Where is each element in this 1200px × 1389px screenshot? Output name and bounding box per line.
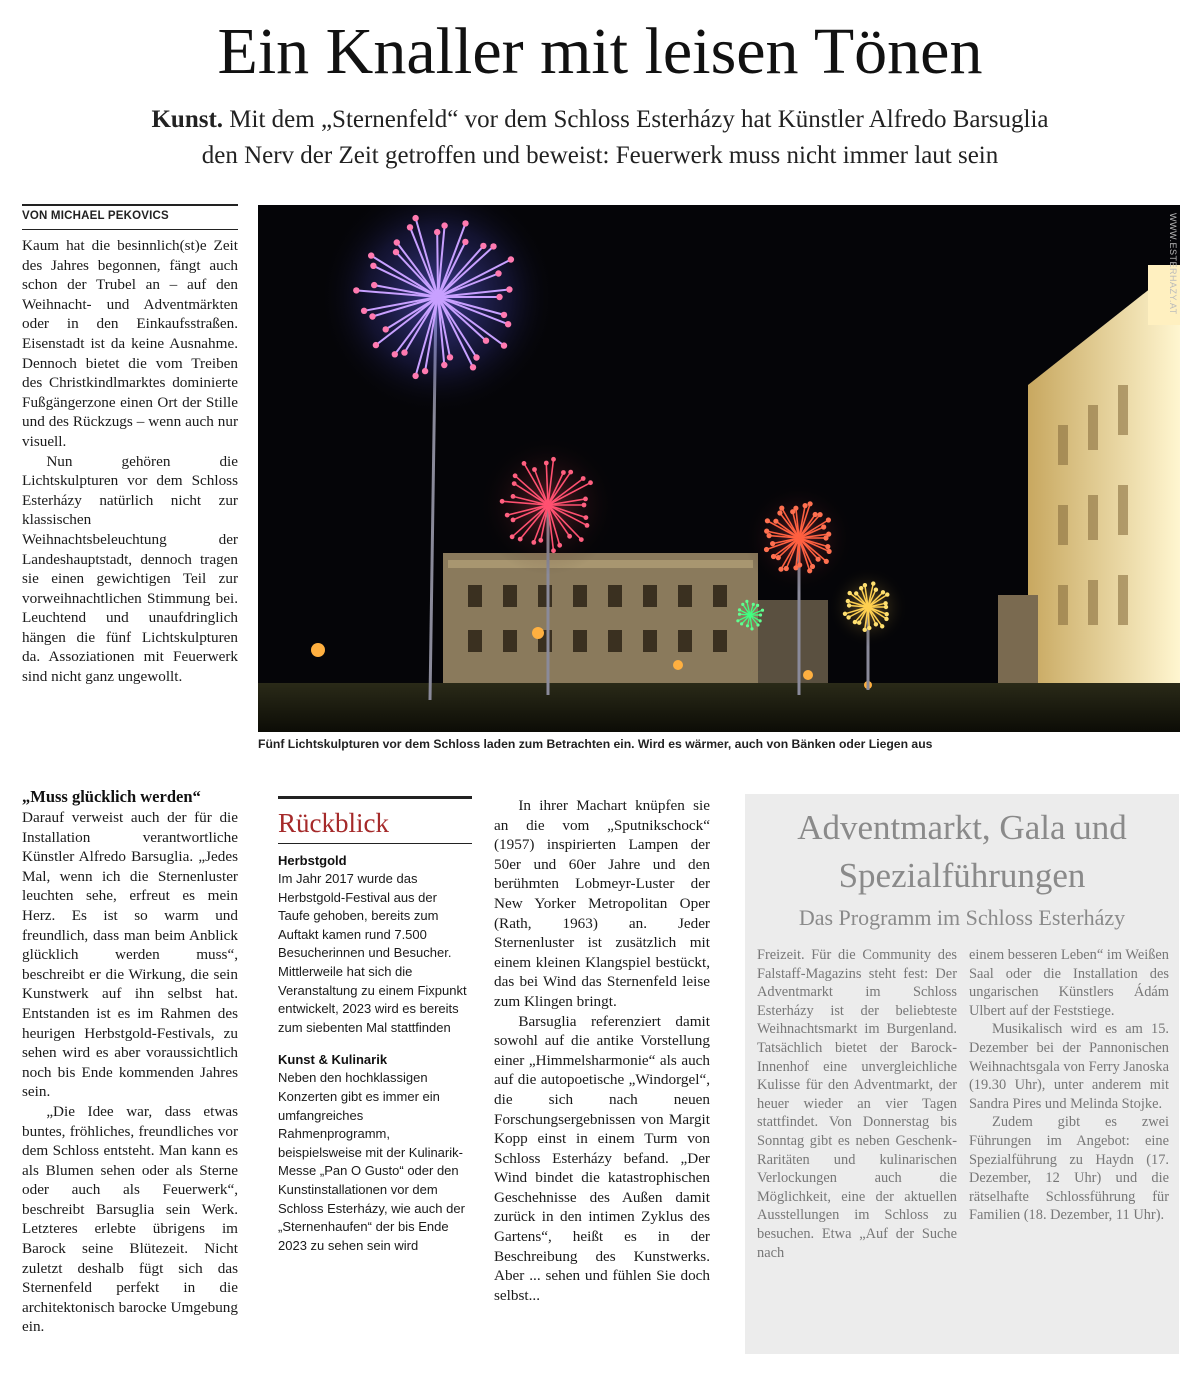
byline-rule	[22, 204, 238, 206]
info-box	[745, 794, 1179, 1354]
sidebar-rule	[278, 796, 472, 799]
rueckblick-sidebar	[278, 796, 472, 1269]
photo-illustration	[258, 205, 1180, 732]
night-photo-light-sculptures	[258, 205, 1180, 732]
info-box-title-line-1: Adventmarkt, Gala und	[797, 808, 1127, 847]
sidebar-rule	[278, 843, 472, 844]
subheadline	[60, 102, 1140, 174]
article-subheading: „Muss glücklich werden“	[22, 787, 201, 806]
info-box-paragraph: Freizeit. Für die Community des Falstaff-Magazins steht fest: Der Adventmarkt im Schloss Esterházy ist der beliebteste Weihnachtsmarkt im Burgenland. Tatsächlich bietet der Barock-Innenhof eine unvergleichliche Kulisse für den Adventmarkt, der heuer wieder an vier Tagen stattfindet. Von Donnerstag bis Sonntag gibt es neben Geschenk-Raritäten und kulinarischen Verlockungen auch die Möglichkeit, eine der aktuellen Ausstellungen im Schloss zu besuchen. Etwa „Auf der Suche nach	[757, 947, 957, 1261]
subheadline-line-1: Mit dem „Sternenfeld“ vor dem Schloss Esterházy hat Künstler Alfredo Barsuglia	[229, 106, 1049, 133]
byline: VON MICHAEL PEKOVICS	[22, 210, 169, 222]
info-box-paragraph: Zudem gibt es zwei Führungen im Angebot: eine Spezialführung zu Haydn (17. Dezember, 12 Uhr) und die rätselhafte Schlossführung für Familien (18. Dezember, 11 Uhr).	[969, 1114, 1169, 1224]
info-box-subtitle: Das Programm im Schloss Esterházy	[798, 905, 1126, 930]
orange-light-sculpture	[744, 483, 854, 593]
article-paragraph: Kaum hat die besinnlich(st)e Zeit des Jahres begonnen, fängt auch schon der Trubel an – auf den Weihnacht- und Adventmärkten oder in den Einkaufsstraßen. Eisenstadt ist da keine Ausnahme. Dennoch bietet die vom Treiben des Christkindlmarktes dominierte Fußgängerzone einen Ort der Stille und des Rückzugs – wenn auch nur visuell.	[22, 237, 238, 450]
article-column-3	[494, 796, 710, 1305]
article-paragraph: „Die Idee war, dass etwas buntes, fröhliches, freundliches vor dem Schloss entsteht. Man kann es als Blumen sehen oder als Sterne oder auch als Feuerwerk“, beschreibt Barsuglia sein Werk. Letzteres erlebte übrigens im Barock seine Blütezeit. Nicht zuletzt deshalb fügt sich das Sternenfeld perfekt in die architektonisch barocke Umgebung ein.	[22, 1102, 238, 1336]
info-box-title-line-2: Spezialführungen	[838, 856, 1086, 895]
photo-credit: WWW.ESTERHAZY.AT	[1168, 213, 1178, 315]
photo-caption: Fünf Lichtskulpturen vor dem Schloss laden zum Betrachten ein. Wird es wärmer, auch von Bänken oder Liegen aus	[258, 737, 933, 751]
yellow-light-sculpture	[828, 567, 908, 647]
lawn	[258, 683, 1180, 732]
headline: Ein Knaller mit leisen Tönen	[217, 15, 983, 88]
article-paragraph: In ihrer Machart knüpfen sie an die vom „Sputnikschock“ (1957) inspirierten Lampen der 50er und 60er Jahre und den berühmten Lobmeyr-Luster der New Yorker Metropolitan Oper (Rath, 1963) an. Jeder Sternenluster ist zusätzlich mit einem kleinen Klangspiel bestückt, das bei Wind das Sternenfeld leise zum Klingen bringt.	[494, 797, 710, 1010]
info-box-paragraph: Musikalisch wird es am 15. Dezember bei der Pannonischen Weihnachtsgala von Ferry Janoska (19.30 Uhr), unter anderem mit Sandra Pires und Melinda Stojke.	[969, 1021, 1169, 1112]
red-light-sculpture	[478, 435, 618, 575]
sidebar-text: Im Jahr 2017 wurde das Herbstgold-Festival aus der Taufe gehoben, bereits zum Auftakt kamen rund 7.500 Besucherinnen und Besucher. Mittlerweile hat sich die Veranstaltung zu einem Fixpunkt entwickelt, 2023 wird es bereits zum siebenten Mal stattfinden	[278, 871, 467, 1035]
article-column-1-top	[22, 236, 238, 687]
byline-rule	[22, 229, 238, 230]
article-column-1-bottom	[22, 786, 238, 1337]
sidebar-text: Neben den hochklassigen Konzerten gibt es immer ein umfangreiches Rahmenprogramm, beispielsweise mit der Kulinarik-Messe „Pan O Gusto“ oder den Kunstinstallationen vor dem Schloss Esterházy, wie auch der „Sternenhaufen“ der bis Ende 2023 zu sehen sein wird	[278, 1070, 465, 1253]
sidebar-heading: Kunst & Kulinarik	[278, 1052, 388, 1068]
info-box-title	[745, 804, 1179, 900]
sidebar-heading: Herbstgold	[278, 853, 347, 868]
kicker: Kunst.	[151, 106, 224, 133]
article-paragraph: Darauf verweist auch der für die Installation verantwortliche Künstler Alfredo Barsuglia. „Jedes Mal, wenn ich die Sternenluster leuchten sehe, erfreut es mein Herz. Es ist so warm und freundlich, dass man beim Anblick glücklich werden muss“, beschreibt er die Wirkung, die sein Kunstwerk auf ihn selbst hat. Entstanden ist es im Rahmen des heurigen Herbstgold-Festivals, zu sehen wird es aber voraussichtlich noch bis Ende kommenden Jahres sein.	[22, 809, 238, 1101]
info-box-paragraph: einem besseren Leben“ im Weißen Saal oder die Installation des ungarischen Künstlers Ádám Ulbert auf der Feststiege.	[969, 947, 1169, 1019]
info-box-column-2	[969, 946, 1169, 1225]
article-paragraph: Nun gehören die Lichtskulpturen vor dem Schloss Esterházy natürlich nicht zur klassischen Weihnachtsbeleuchtung der Landeshauptstadt, dennoch tragen sie einen gewichtigen Teil zur vorweihnachtlichen Stimmung bei. Leuchtend und unaufdringlich hängen die fünf Lichtskulpturen da. Assoziationen mit Feuerwerk sind nicht ganz ungewollt.	[22, 452, 238, 686]
subheadline-line-2: den Nerv der Zeit getroffen und beweist: Feuerwerk muss nicht immer laut sein	[201, 142, 999, 169]
article-paragraph: Barsuglia referenziert damit sowohl auf die antike Vorstellung einer „Himmelsharmonie“ als auch auf die autopoetische „Windorgel“, die sich nach neuen Forschungsergebnissen von Margit Kopp einst in einem Turm von Schloss Esterházy befand. „Der Wind bindet die katastrophischen Geschehnisse des Außen damit zurück in den intimen Zyklus des Gartens“, heißt es in der Beschreibung des Kunstwerks. Aber ... sehen und fühlen Sie doch selbst...	[494, 1012, 710, 1304]
info-box-column-1	[757, 946, 957, 1262]
sidebar-title: Rückblick	[278, 808, 389, 838]
